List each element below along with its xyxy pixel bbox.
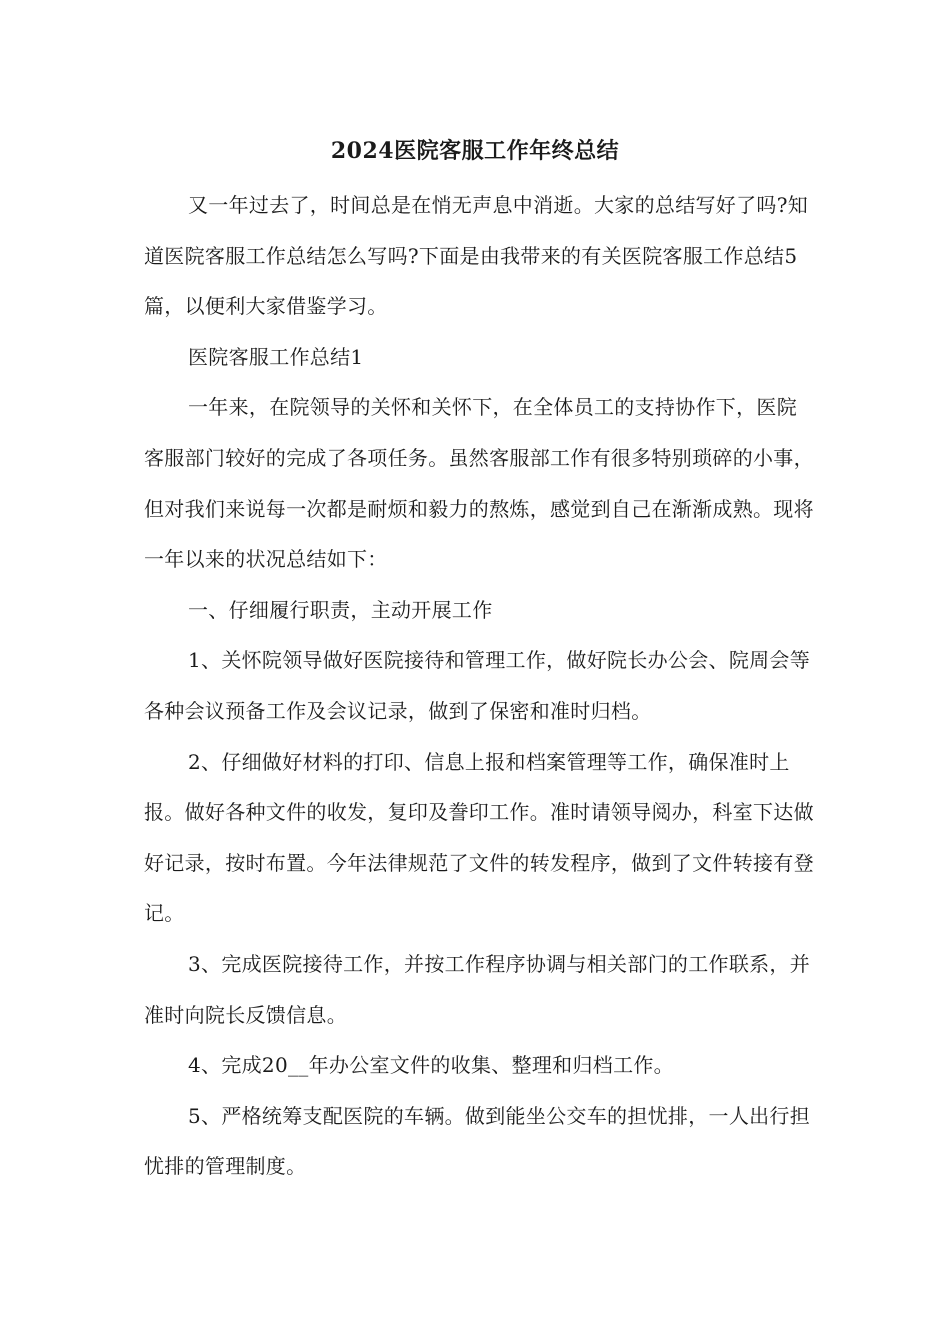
list-item-1: 1、关怀院领导做好医院接待和管理工作，做好院长办公会、院周会等各种会议预备工作及会议记录，做到了保密和准时归档。 (144, 648, 811, 723)
list-item-4: 4、完成20__年办公室文件的收集、整理和归档工作。 (188, 1053, 674, 1078)
document-title: 2024医院客服工作年终总结 (330, 138, 620, 164)
list-item-5: 5、严格统筹支配医院的车辆。做到能坐公交车的担忧排，一人出行担忧排的管理制度。 (144, 1103, 811, 1179)
subheading-duties: 一、仔细履行职责，主动开展工作 (188, 597, 493, 622)
paragraph-intro: 又一年过去了，时间总是在悄无声息中消逝。大家的总结写好了吗?知道医院客服工作总结怎么写吗?下面是由我带来的有关医院客服工作总结5篇，以便利大家借鉴学习。 (144, 193, 809, 319)
paragraph-overview: 一年来，在院领导的关怀和关怀下，在全体员工的支持协作下，医院客服部门较好的完成了各项任务。虽然客服部工作有很多特别琐碎的小事，但对我们来说每一次都是耐烦和毅力的熬炼，感觉到自己在渐渐成熟。现将一年以来的状况总结如下： (144, 395, 814, 572)
list-item-2: 2、仔细做好材料的打印、信息上报和档案管理等工作，确保准时上报。做好各种文件的收发，复印及誊印工作。准时请领导阅办，科室下达做好记录，按时布置。今年法律规范了文件的转发程序，做到了文件转接有登记。 (144, 749, 814, 926)
document-body (144, 180, 814, 1192)
list-item-3: 3、完成医院接待工作，并按工作程序协调与相关部门的工作联系，并准时向院长反馈信息。 (144, 951, 811, 1027)
section-heading-1: 医院客服工作总结1 (188, 344, 364, 369)
